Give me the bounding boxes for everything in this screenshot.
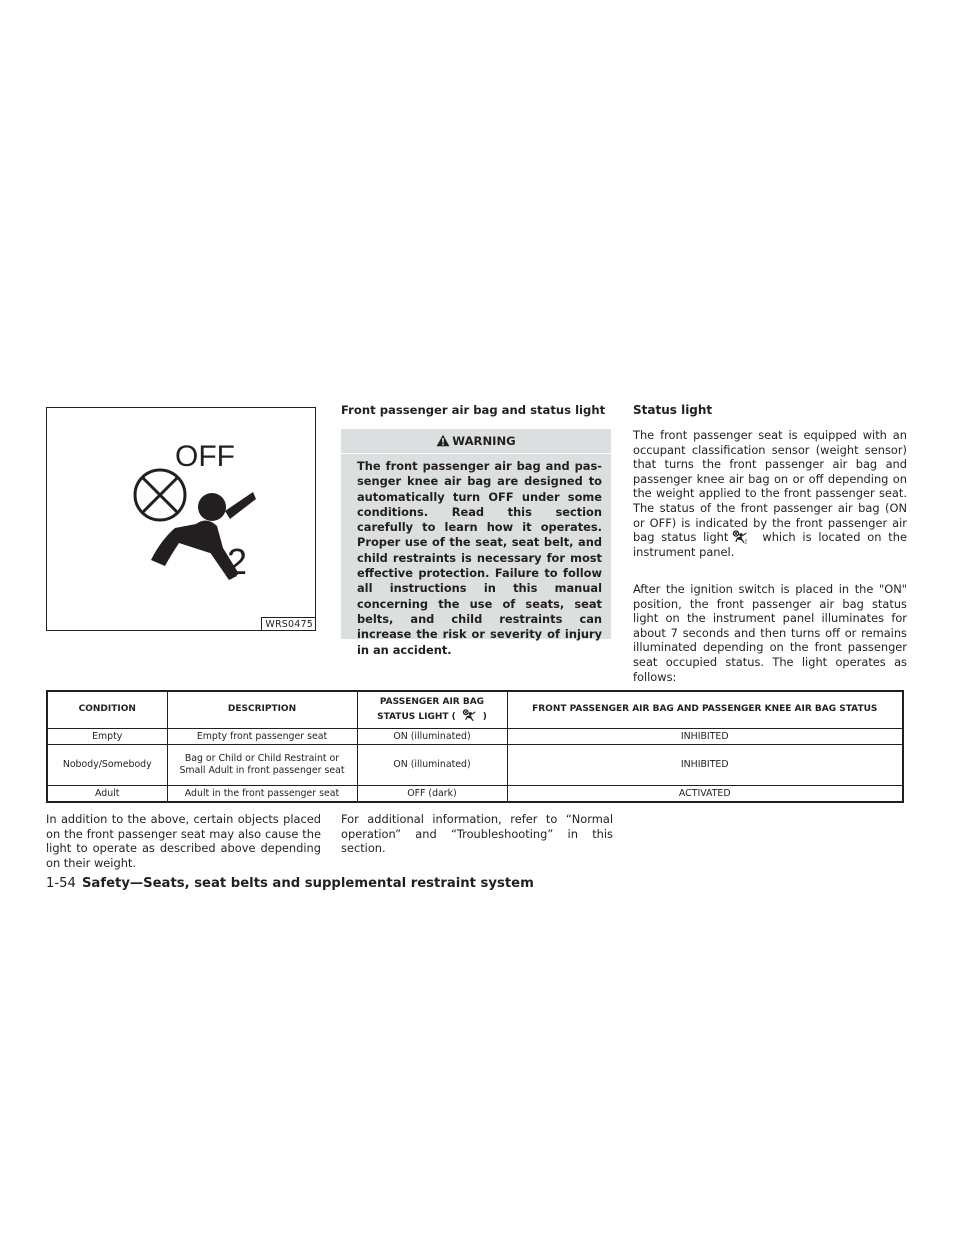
warning-box (341, 429, 611, 657)
header-status-light (357, 691, 507, 729)
off-label: OFF (175, 440, 235, 473)
table-header-row (47, 691, 903, 729)
section-heading-status-light: Status light (633, 403, 713, 417)
cell-status: INHIBITED (507, 729, 903, 745)
status-paragraph-1-end: which is located on the instrument panel. (633, 530, 907, 559)
header-condition: CONDITION (47, 691, 167, 729)
figure-code: WRS0475 (261, 617, 315, 630)
figure-number: 2 (227, 541, 248, 582)
warning-text: The front passenger air bag and passenger knee air bag are designed to automatically turn OFF under some conditions. Read this section carefully to learn how it operates. Proper use of the seat, seat belt, and child restraints is necessary for most effective protection. Failure to follow all instructions in this manual concerning the use of seats, seat belts, and child restraints can increase the risk or severity of injury in an accident. (357, 459, 602, 657)
section-heading-front-passenger: Front passenger air bag and status light (341, 403, 606, 417)
header-status-light-line1: PASSENGER AIR BAG (379, 696, 485, 707)
bottom-paragraph-reference: For additional information, refer to “Normal operation” and “Troubleshooting” in this section. (341, 812, 613, 856)
svg-text:2: 2 (744, 539, 748, 545)
status-light-table (46, 690, 904, 803)
passenger-airbag-off-icon (47, 408, 317, 632)
cell-description: Bag or Child or Child Restraint or Small Adult in front passenger seat (167, 745, 357, 786)
cell-status: ACTIVATED (507, 786, 903, 803)
table-row (47, 786, 903, 803)
cell-condition: Empty (47, 729, 167, 745)
chapter-title: Safety—Seats, seat belts and supplemental restraint system (81, 876, 534, 891)
cell-light: ON (illuminated) (357, 745, 507, 786)
cell-light: ON (illuminated) (357, 729, 507, 745)
cell-status: INHIBITED (507, 745, 903, 786)
airbag-off-illustration (46, 407, 316, 631)
status-paragraph-1 (633, 428, 907, 559)
cell-light: OFF (dark) (357, 786, 507, 803)
passenger-airbag-status-icon (732, 530, 748, 544)
warning-triangle-icon (436, 431, 450, 455)
status-paragraph-2: After the ignition switch is placed in the "ON" position, the front passenger air bag status light on the instrument panel illuminates for about 7 seconds and then turns off or remains illuminated depending on the front passenger seat occupied status. The light operates as follows: (633, 582, 907, 684)
header-status-light-line2-end: ) (482, 711, 487, 722)
passenger-airbag-status-icon (462, 709, 477, 722)
header-airbag-status: FRONT PASSENGER AIR BAG AND PASSENGER KNEE AIR BAG STATUS (507, 691, 903, 729)
page-footer (46, 876, 534, 891)
warning-header (341, 429, 611, 454)
page-number: 1-54 (46, 876, 76, 891)
bottom-paragraph-objects: In addition to the above, certain objects placed on the front passenger seat may also cause the light to operate as described above depending on their weight. (46, 812, 321, 870)
status-paragraph-1-start: The front passenger seat is equipped with an occupant classification sensor (weight sensor) that turns the front passenger air bag and passenger knee air bag on or off depending on the weight applied to the front passenger seat. The status of the front passenger air bag (ON or OFF) is indicated by the front passenger air bag status light (633, 428, 907, 545)
cell-condition: Adult (47, 786, 167, 803)
header-description: DESCRIPTION (167, 691, 357, 729)
cell-description: Adult in the front passenger seat (167, 786, 357, 803)
cell-condition: Nobody/Somebody (47, 745, 167, 786)
header-status-light-line2-start: STATUS LIGHT ( (377, 711, 456, 722)
table-row (47, 729, 903, 745)
warning-title: WARNING (452, 434, 516, 448)
table-row (47, 745, 903, 786)
cell-description: Empty front passenger seat (167, 729, 357, 745)
